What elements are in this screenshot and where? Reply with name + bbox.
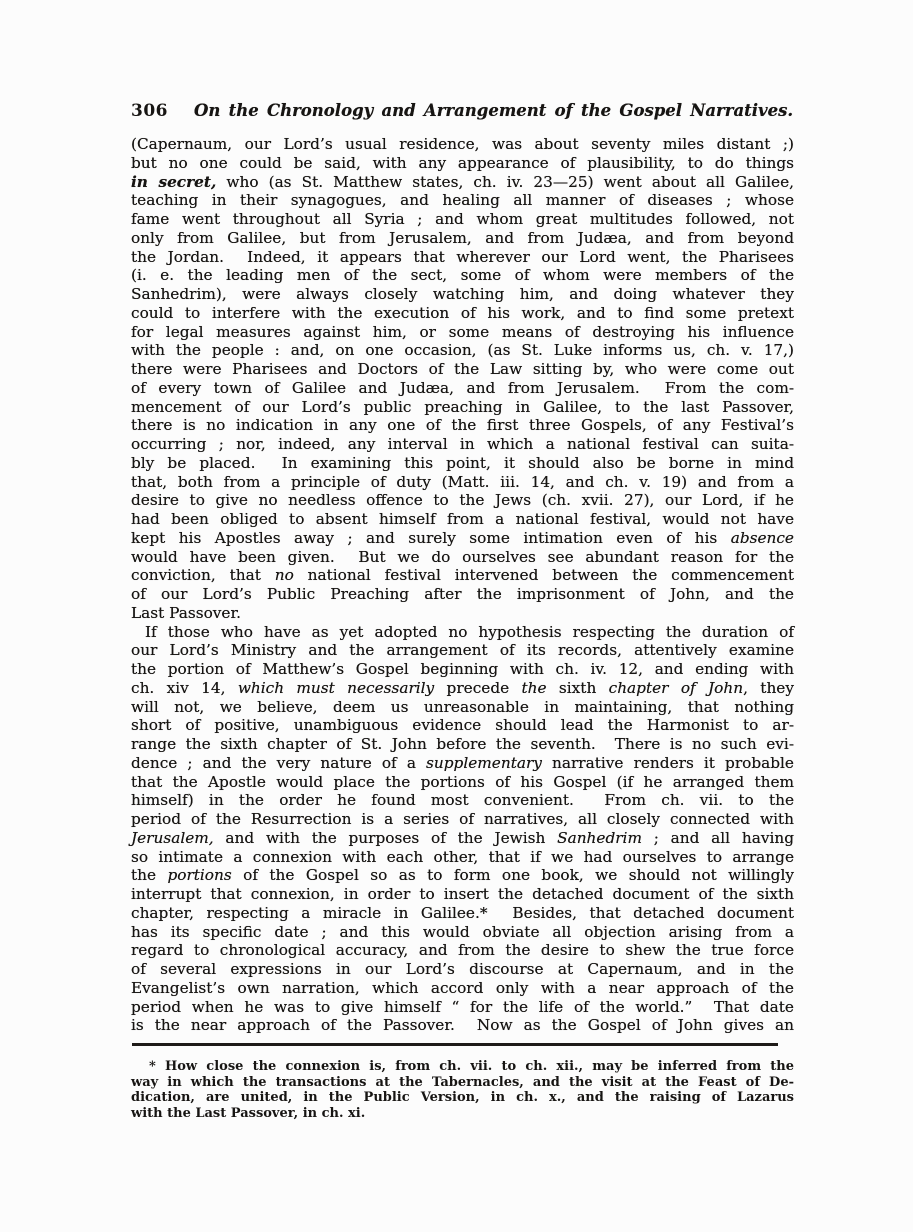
text-segment: occurring ; nor, indeed, any interval in which a national festival can suita- bbox=[131, 435, 794, 453]
paragraph-1 bbox=[131, 135, 794, 623]
text-line bbox=[131, 473, 794, 492]
text-line bbox=[131, 398, 794, 417]
text-segment: Sanhedrim bbox=[557, 828, 642, 847]
text-line bbox=[131, 998, 794, 1017]
text-segment: the portion of Matthew’s Gospel beginning with ch. iv. 12, and ending with bbox=[131, 660, 794, 678]
text-line bbox=[131, 210, 794, 229]
text-segment: portions bbox=[167, 866, 232, 885]
text-segment: short of positive, unambiguous evidence should lead the Harmonist to ar- bbox=[131, 716, 794, 735]
text-line bbox=[131, 529, 794, 548]
text-segment: desire to give no needless offence to the Jews (ch. xvii. 27), our Lord, if he bbox=[131, 491, 794, 510]
text-segment: conviction, that bbox=[131, 566, 275, 585]
text-segment: Jerusalem, bbox=[131, 828, 214, 847]
text-segment: (Capernaum, our Lord’s usual residence, was about seventy miles distant ;) bbox=[131, 135, 794, 153]
text-segment: that, both from a principle of duty (Matt. iii. 14, and ch. v. 19) and from a bbox=[131, 472, 794, 491]
text-line bbox=[131, 979, 794, 998]
text-line bbox=[131, 435, 794, 454]
text-line bbox=[131, 323, 794, 342]
text-segment: would have been given. But we do ourselves see abundant reason for the bbox=[131, 547, 794, 566]
text-segment: national festival intervened between the commencement bbox=[293, 566, 794, 585]
text-segment: of every town of Galilee and Judæa, and from Jerusalem. From the com- bbox=[131, 378, 794, 397]
text-segment: the bbox=[131, 866, 168, 885]
text-line bbox=[131, 941, 794, 960]
text-segment: dication, are united, in the Public Version, in ch. x., and the raising of Lazarus bbox=[131, 1090, 794, 1106]
text-line bbox=[131, 341, 794, 360]
page-number: 306 bbox=[131, 101, 168, 121]
text-line bbox=[131, 360, 794, 379]
text-segment: fame went throughout all Syria ; and whom great multitudes followed, not bbox=[131, 210, 794, 228]
text-segment: Last Passover. bbox=[131, 603, 241, 622]
text-segment: of several expressions in our Lord’s discourse at Capernaum, and in the bbox=[131, 960, 794, 978]
text-segment: there were Pharisees and Doctors of the Law sitting by, who were come out bbox=[131, 360, 794, 378]
text-line bbox=[131, 548, 794, 567]
text-segment: bly be placed. In examining this point, it should also be borne in mind bbox=[131, 453, 794, 472]
text-line bbox=[131, 698, 794, 717]
text-segment: is the near approach of the Passover. Now as the Gospel of John gives an bbox=[131, 1016, 794, 1035]
text-segment: ; and all having bbox=[641, 828, 794, 847]
text-line bbox=[131, 229, 794, 248]
text-segment: chapter, respecting a miracle in Galilee.* Besides, that detached document bbox=[131, 903, 794, 922]
text-segment: with the Last Passover, in ch. xi. bbox=[131, 1106, 366, 1122]
text-line bbox=[131, 1075, 794, 1091]
text-segment: with the people : and, on one occasion, (as St. Luke informs us, ch. v. 17,) bbox=[131, 341, 794, 360]
text-line bbox=[131, 829, 794, 848]
text-segment: kept his Apostles away ; and surely some intimation even of his bbox=[131, 528, 731, 547]
text-line bbox=[131, 1090, 794, 1106]
text-segment: teaching in their synagogues, and healing all manner of diseases ; whose bbox=[131, 191, 794, 210]
text-segment: of the Gospel so as to form one book, we should not willingly bbox=[231, 866, 794, 885]
text-segment: could to interfere with the execution of his work, and to find some pretext bbox=[131, 303, 794, 322]
text-line bbox=[131, 866, 794, 885]
text-segment: but no one could be said, with any appearance of plausibility, to do things bbox=[131, 153, 794, 172]
text-segment: way in which the transactions at the Tabernacles, and the visit at the Feast of De- bbox=[131, 1074, 794, 1090]
text-segment: , they bbox=[743, 678, 794, 697]
text-segment: supplementary bbox=[426, 753, 542, 772]
text-line bbox=[131, 154, 794, 173]
text-segment: chapter of John bbox=[608, 678, 744, 697]
text-segment: so intimate a connexion with each other, that if we had ourselves to arrange bbox=[131, 847, 794, 866]
text-line bbox=[131, 679, 794, 698]
text-line bbox=[131, 735, 794, 754]
text-line bbox=[131, 604, 794, 623]
text-line bbox=[131, 716, 794, 735]
text-segment: ch. xiv 14, bbox=[131, 678, 238, 697]
text-line bbox=[131, 510, 794, 529]
page-header bbox=[131, 101, 794, 121]
text-segment: Sanhedrim), were always closely watching him, and doing whatever they bbox=[131, 285, 794, 303]
text-segment: regard to chronological accuracy, and from the desire to shew the true force bbox=[131, 941, 794, 960]
text-segment: there is no indication in any one of the first three Gospels, of any Festival’s bbox=[131, 416, 794, 435]
text-line bbox=[131, 641, 794, 660]
text-line bbox=[131, 266, 794, 285]
text-line bbox=[131, 285, 794, 304]
text-segment: no bbox=[274, 566, 294, 585]
text-line bbox=[131, 791, 794, 810]
text-segment: period when he was to give himself “ for the life of the world.” That date bbox=[131, 997, 794, 1016]
text-segment: Evangelist’s own narration, which accord only with a near approach of the bbox=[131, 978, 794, 997]
text-segment: * How close the connexion is, from ch. vii. to ch. xii., may be inferred from the bbox=[149, 1059, 794, 1074]
text-segment: range the sixth chapter of St. John before the seventh. There is no such evi- bbox=[131, 735, 794, 753]
text-line bbox=[131, 660, 794, 679]
text-segment: in secret, bbox=[131, 172, 217, 191]
text-segment: interrupt that connexion, in order to insert the detached document of the sixth bbox=[131, 885, 794, 903]
text-line bbox=[131, 585, 794, 604]
text-line bbox=[131, 1059, 794, 1075]
text-line bbox=[131, 304, 794, 323]
text-line bbox=[131, 885, 794, 904]
text-segment: and with the purposes of the Jewish bbox=[213, 828, 558, 847]
text-segment: precede bbox=[434, 678, 522, 697]
text-segment: that the Apostle would place the portions of his Gospel (if he arranged them bbox=[131, 772, 794, 791]
paragraph-2 bbox=[131, 623, 794, 1036]
text-line bbox=[131, 135, 794, 154]
footnote bbox=[131, 1059, 794, 1122]
text-line bbox=[131, 923, 794, 942]
text-line bbox=[131, 810, 794, 829]
text-line bbox=[131, 566, 794, 585]
footnote-separator-rule bbox=[132, 1043, 778, 1046]
text-line bbox=[131, 754, 794, 773]
text-segment: for legal measures against him, or some means of destroying his influence bbox=[131, 322, 794, 341]
text-line bbox=[131, 1106, 794, 1122]
text-line bbox=[131, 416, 794, 435]
text-segment: mencement of our Lord’s public preaching in Galilee, to the last Passover, bbox=[131, 397, 794, 416]
text-segment: dence ; and the very nature of a bbox=[131, 753, 427, 772]
text-line bbox=[131, 491, 794, 510]
text-segment: absence bbox=[730, 528, 794, 547]
text-segment: who (as St. Matthew states, ch. iv. 23—25) went about all Galilee, bbox=[216, 172, 794, 191]
text-line bbox=[131, 623, 794, 642]
text-segment: which must necessarily bbox=[237, 678, 435, 697]
running-title: On the Chronology and Arrangement of the Gospel Narratives. bbox=[194, 101, 794, 120]
text-segment: our Lord’s Ministry and the arrangement of its records, attentively examine bbox=[131, 641, 794, 660]
text-segment: only from Galilee, but from Jerusalem, and from Judæa, and from beyond bbox=[131, 228, 794, 247]
text-segment: period of the Resurrection is a series of narratives, all closely connected with bbox=[131, 810, 794, 828]
text-line bbox=[131, 379, 794, 398]
text-line bbox=[131, 173, 794, 192]
text-line bbox=[131, 248, 794, 267]
text-segment: sixth bbox=[546, 678, 609, 697]
text-segment: will not, we believe, deem us unreasonable in maintaining, that nothing bbox=[131, 697, 794, 716]
text-segment: the bbox=[521, 678, 547, 697]
text-segment: If those who have as yet adopted no hypothesis respecting the duration of bbox=[145, 622, 794, 641]
text-line bbox=[131, 904, 794, 923]
text-segment: of our Lord’s Public Preaching after the imprisonment of John, and the bbox=[131, 585, 794, 603]
text-segment: narrative renders it probable bbox=[541, 753, 794, 772]
text-line bbox=[131, 848, 794, 867]
text-segment: (i. e. the leading men of the sect, some of whom were members of the bbox=[131, 266, 794, 285]
page-body bbox=[131, 135, 794, 1035]
text-line bbox=[131, 773, 794, 792]
text-segment: himself) in the order he found most convenient. From ch. vii. to the bbox=[131, 791, 794, 810]
text-segment: has its specific date ; and this would obviate all objection arising from a bbox=[131, 922, 794, 941]
text-line bbox=[131, 191, 794, 210]
text-line bbox=[131, 454, 794, 473]
text-line bbox=[131, 1016, 794, 1035]
text-segment: had been obliged to absent himself from a national festival, would not have bbox=[131, 510, 794, 528]
text-segment: the Jordan. Indeed, it appears that wherever our Lord went, the Pharisees bbox=[131, 247, 794, 266]
text-line bbox=[131, 960, 794, 979]
